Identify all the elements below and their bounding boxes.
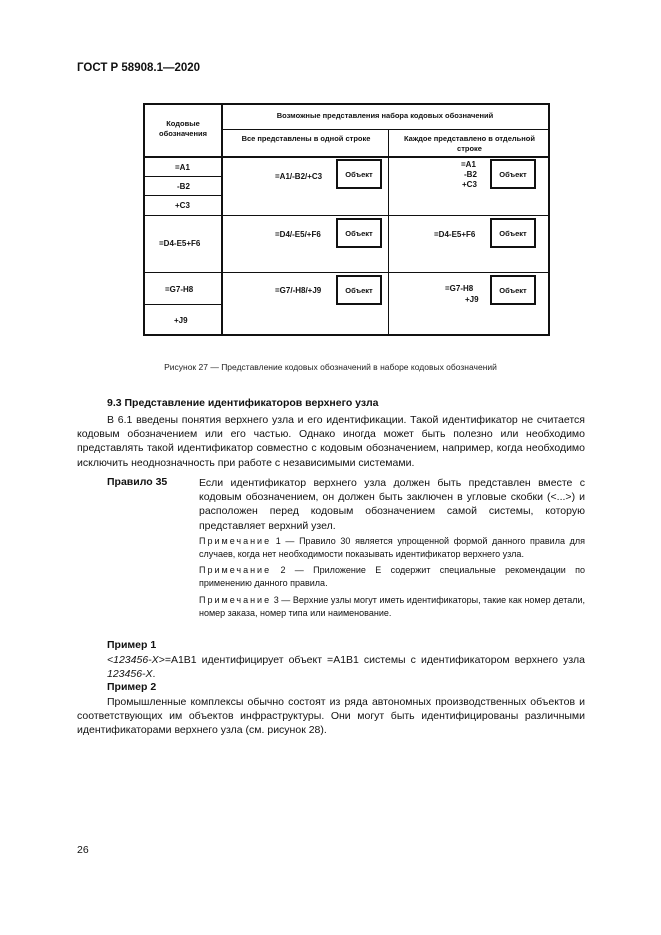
example-1-end: . (152, 668, 156, 681)
representations-header: Возможные представления набора кодовых обозначений (276, 111, 494, 120)
note-3 (199, 594, 585, 620)
intro-paragraph: В 6.1 введены понятия верхнего узла и его идентификации. Такой идентификатор не считается кодовым обозначением или его частью. Однако иногда может быть полезно или необходимо представлять такой идентификатор совместно с кодовым обозначением, например, когда необходимо исключить неоднозначность при работе с независимыми системами. (77, 414, 585, 469)
separate-repr-line: =D4-E5+F6 (434, 230, 476, 239)
example-1-text (107, 653, 585, 681)
note-text: 1 — Правило 30 является упрощенной формой данного правила для случаев, когда нет необходимости показывать идентификатор верхнего узла. (199, 536, 585, 559)
note-text: 2 — Приложение Е содержит специальные рекомендации по применению данного правила. (199, 565, 585, 588)
example-2-title: Пример 2 (107, 681, 157, 693)
code-cell: -B2 (177, 182, 190, 191)
example-1-body: =A1B1 идентифицирует объект =A1B1 системы с идентификатором верхнего узла (164, 654, 585, 666)
example-2-text: Промышленные комплексы обычно состоят из ряда автономных производственных объектов и соответствующих им объектов инфраструктуры. Они могут быть идентифицированы различными идентификаторами верхнего узла (см. рисунок 28). (77, 696, 585, 737)
single-line-repr: =G7/-H8/+J9 (275, 286, 322, 295)
object-box: Объект (336, 159, 382, 189)
object-box: Объект (490, 218, 536, 248)
example-1-id-prefix: <123456-X> (107, 654, 165, 666)
separate-lines-header: Каждое представлено в отдельной строке (404, 134, 535, 153)
figure-caption: Рисунок 27 — Представление кодовых обозначений в наборе кодовых обозначений (164, 362, 497, 372)
separate-repr-line: =G7-H8 (445, 284, 474, 293)
code-cell: +J9 (174, 316, 188, 325)
note-label: Примечание (199, 536, 272, 546)
code-cell: =G7-H8 (165, 285, 194, 294)
note-text: 3 — Верхние узлы могут иметь идентификаторы, такие как номер детали, номер заказа, номер типа или наименование. (199, 595, 585, 618)
example-1-title: Пример 1 (107, 639, 157, 651)
page-number: 26 (77, 844, 89, 856)
rule-text: Если идентификатор верхнего узла должен быть представлен вместе с кодовым обозначением, он должен быть заключен в угловые скобки (<...>) и расположен перед кодовым обозначением самой системы, которую представляет верхний узел. (199, 477, 585, 532)
separate-repr-line: +C3 (462, 180, 477, 189)
codes-column-header: Кодовые обозначения (159, 119, 207, 138)
separate-repr-line: =A1 (461, 160, 476, 169)
object-box: Объект (490, 159, 536, 189)
code-cell: =D4-E5+F6 (159, 239, 201, 248)
object-box: Объект (490, 275, 536, 305)
code-cell: +C3 (175, 201, 190, 210)
single-line-repr: =D4/-E5/+F6 (275, 230, 321, 239)
note-label: Примечание (199, 565, 272, 575)
code-designation-figure (143, 103, 550, 336)
object-box: Объект (336, 218, 382, 248)
single-line-header: Все представлены в одной строке (241, 134, 371, 143)
single-line-repr: =A1/-B2/+C3 (275, 172, 323, 181)
note-2 (199, 564, 585, 590)
separate-repr-line: -B2 (464, 170, 477, 179)
document-header: ГОСТ Р 58908.1—2020 (77, 62, 201, 74)
rule-label: Правило 35 (107, 476, 168, 488)
separate-repr-line: +J9 (465, 295, 479, 304)
code-cell: =A1 (175, 163, 190, 172)
note-1 (199, 535, 585, 561)
example-1-id-suffix: 123456-X (107, 668, 153, 681)
object-box: Объект (336, 275, 382, 305)
section-title: 9.3 Представление идентификаторов верхнего узла (107, 397, 379, 409)
note-label: Примечание (199, 595, 272, 605)
